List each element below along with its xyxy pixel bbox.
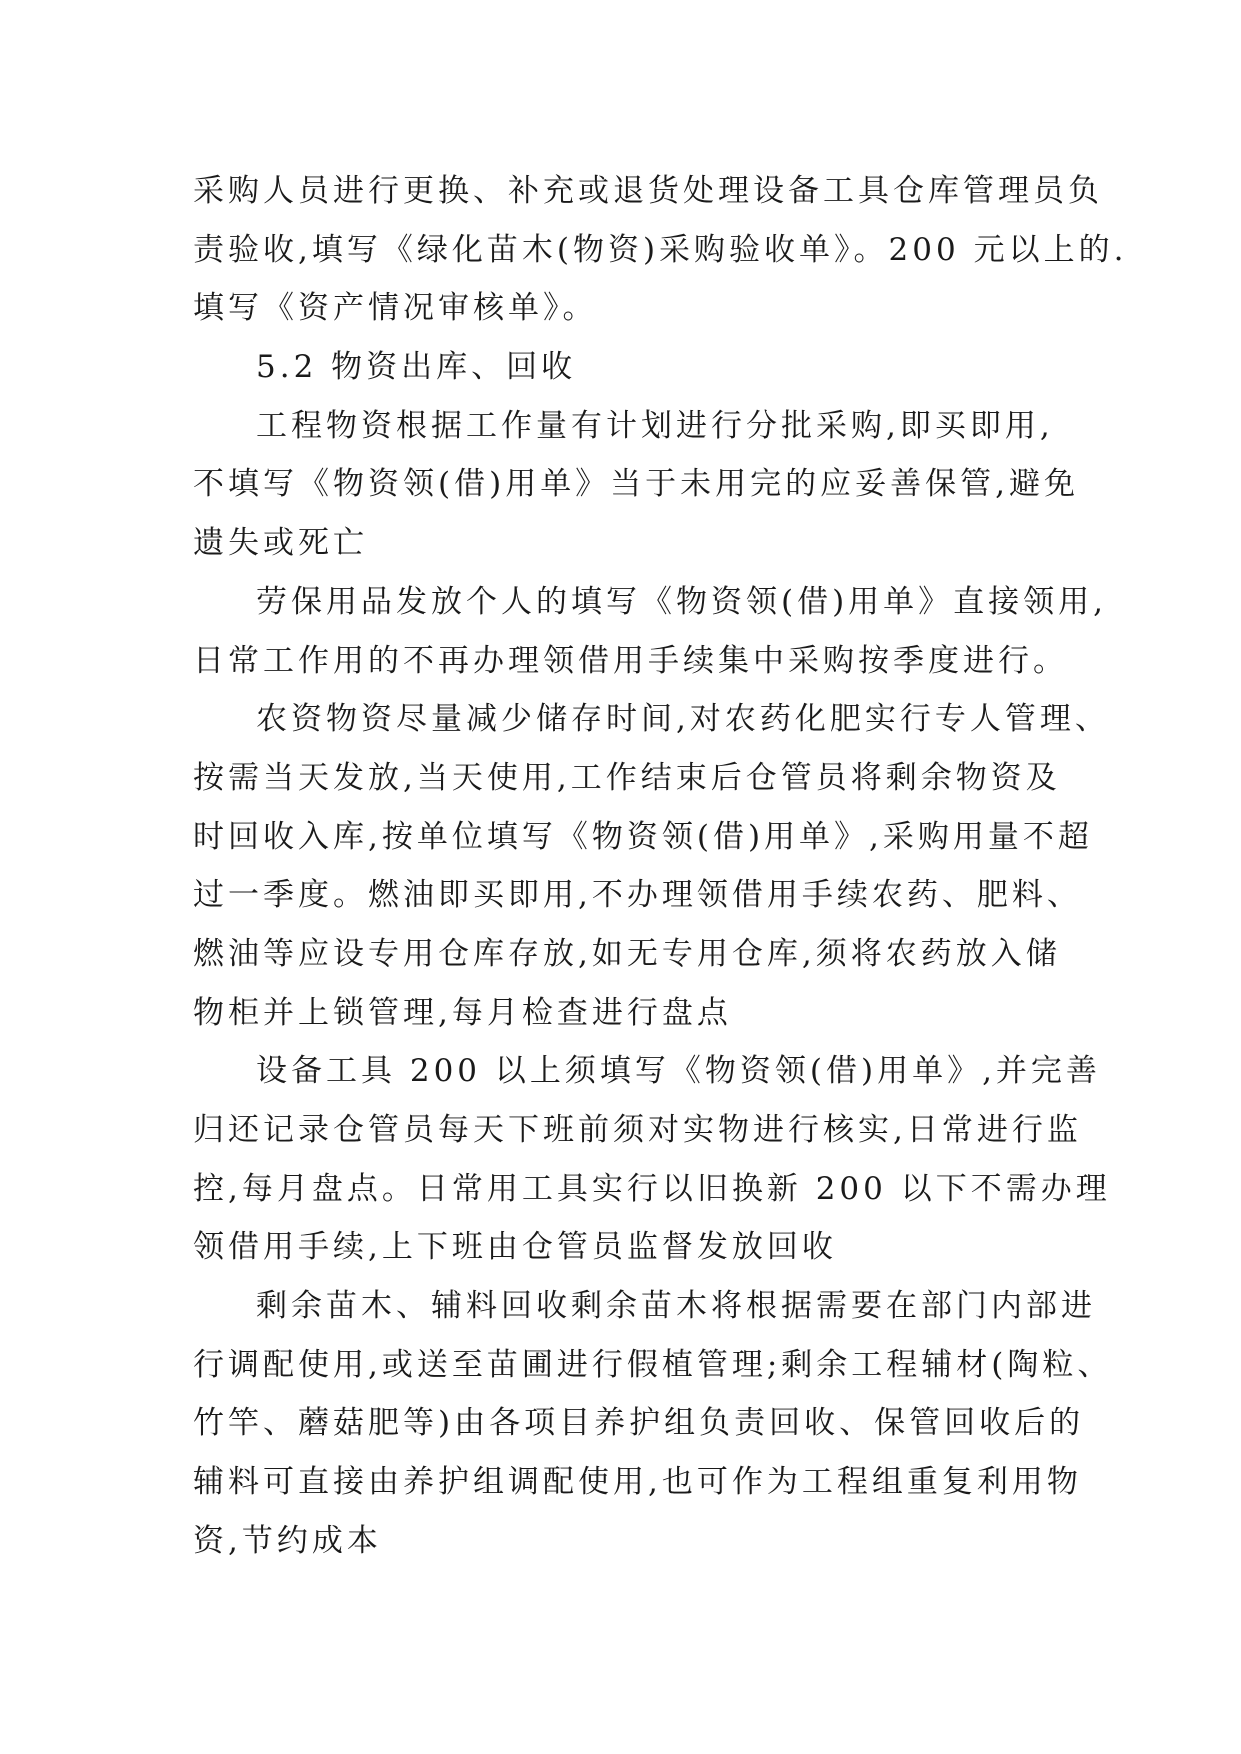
document-body bbox=[193, 162, 1128, 1571]
text-line: 按需当天发放,当天使用,工作结束后仓管员将剩余物资及 bbox=[193, 759, 1061, 796]
text-line: 遗失或死亡 bbox=[193, 525, 368, 562]
text-line: 竹竿、蘑菇肥等)由各项目养护组负责回收、保管回收后的 bbox=[193, 1405, 1085, 1442]
text-line: 行调配使用,或送至苗圃进行假植管理;剩余工程辅材(陶粒、 bbox=[193, 1346, 1113, 1383]
text-line: 时回收入库,按单位填写《物资领(借)用单》,采购用量不超 bbox=[193, 818, 1093, 855]
text-line: 设备工具 200 以上须填写《物资领(借)用单》,并完善 bbox=[256, 1053, 1101, 1090]
text-line: 农资物资尽量减少储存时间,对农药化肥实行专人管理、 bbox=[256, 701, 1110, 738]
text-line: 归还记录仓管员每天下班前须对实物进行核实,日常进行监 bbox=[193, 1112, 1082, 1148]
text-line: 控,每月盘点。日常用工具实行以旧换新 200 以下不需办理 bbox=[193, 1170, 1111, 1207]
text-line: 采购人员进行更换、补充或退货处理设备工具仓库管理员负 bbox=[193, 173, 1103, 209]
text-line: 剩余苗木、辅料回收剩余苗木将根据需要在部门内部进 bbox=[256, 1288, 1096, 1325]
text-line: 过一季度。燃油即买即用,不办理领借用手续农药、肥料、 bbox=[193, 877, 1082, 914]
text-line: 物柜并上锁管理,每月检查进行盘点 bbox=[193, 994, 732, 1031]
text-line: 燃油等应设专用仓库存放,如无专用仓库,须将农药放入储 bbox=[193, 935, 1061, 972]
text-line: 资,节约成本 bbox=[193, 1522, 382, 1559]
text-line: 责验收,填写《绿化苗木(物资)采购验收单》。200 元以上的. bbox=[193, 231, 1128, 268]
text-line: 填写《资产情况审核单》。 bbox=[193, 290, 598, 327]
text-line: 5.2 物资出库、回收 bbox=[256, 349, 577, 386]
text-line: 日常工作用的不再办理领借用手续集中采购按季度进行。 bbox=[193, 642, 1068, 679]
text-line: 不填写《物资领(借)用单》当于未用完的应妥善保管,避免 bbox=[193, 466, 1080, 503]
text-line: 领借用手续,上下班由仓管员监督发放回收 bbox=[193, 1229, 837, 1266]
text-line: 工程物资根据工作量有计划进行分批采购,即买即用, bbox=[256, 407, 1054, 444]
text-line: 辅料可直接由养护组调配使用,也可作为工程组重复利用物 bbox=[193, 1464, 1082, 1501]
text-line: 劳保用品发放个人的填写《物资领(借)用单》直接领用, bbox=[256, 583, 1108, 620]
